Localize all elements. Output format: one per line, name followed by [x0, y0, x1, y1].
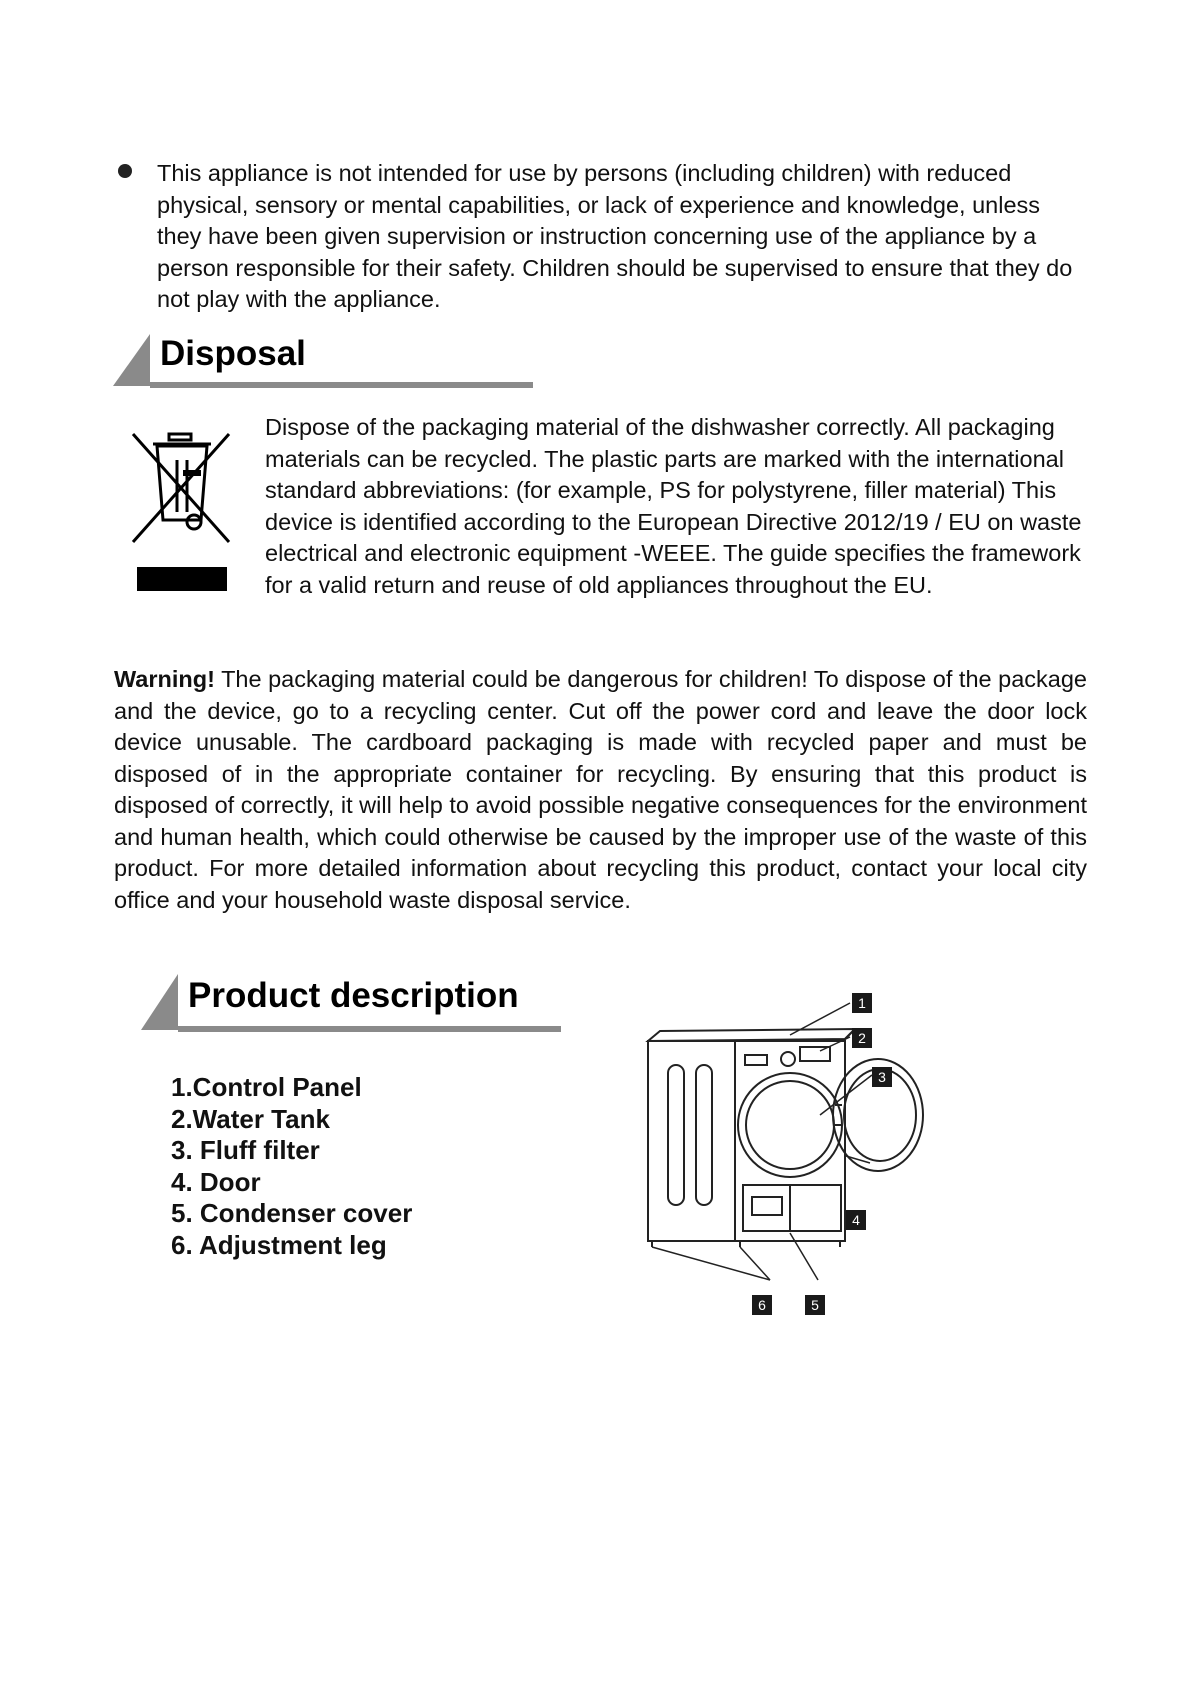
intro-bullet-text: This appliance is not intended for use by persons (including children) with reduced physical, sensory or mental capabilities, or lack of experience and knowledge, unless they have been given supervision or instruction concerning use of the appliance by a person responsible for their safety. Children should be supervised to ensure that they do not play with the appliance.	[157, 160, 1073, 312]
product-description-title: Product description	[188, 976, 519, 1015]
figure-label-6: 6	[752, 1295, 772, 1315]
figure-label-3: 3	[872, 1067, 892, 1087]
dryer-diagram	[640, 975, 960, 1320]
figure-label-2: 2	[852, 1028, 872, 1048]
disposal-title: Disposal	[160, 334, 306, 373]
dryer-illustration	[640, 975, 960, 1320]
weee-crossed-bin-icon	[125, 430, 240, 600]
part-item-control-panel: 1.Control Panel	[171, 1072, 362, 1102]
part-item-adjustment-leg: 6. Adjustment leg	[171, 1229, 387, 1260]
parts-list	[171, 1072, 412, 1261]
warning-label: Warning!	[114, 666, 215, 692]
disposal-paragraph: Dispose of the packaging material of the dishwasher correctly. All packaging materials can be recycled. The plastic parts are marked with the international standard abbreviations: (for example, PS for polystyrene, filler material) This device is identified according to the European Directive 2012/19 / EU on waste electrical and electronic equipment -WEEE. The guide specifies the framework for a valid return and reuse of old appliances throughout the EU.	[265, 414, 1082, 598]
bullet-dot	[118, 164, 132, 178]
figure-label-4: 4	[846, 1210, 866, 1230]
disposal-heading	[113, 324, 533, 388]
figure-label-5: 5	[805, 1295, 825, 1315]
part-item-condenser-cover: 5. Condenser cover	[171, 1198, 413, 1228]
warning-paragraph	[114, 664, 1087, 916]
part-item-fluff-filter: 3. Fluff filter	[171, 1135, 320, 1165]
figure-label-1: 1	[852, 993, 872, 1013]
part-item-water-tank: 2.Water Tank	[171, 1103, 330, 1134]
product-description-heading	[141, 964, 561, 1032]
warning-body: The packaging material could be dangerous for children! To dispose of the package and the device, go to a recycling center. Cut off the power cord and leave the door lock device unusable. The cardboard packaging is made with recycled paper and must be disposed of in the appropriate container for recycling. By ensuring that this product is disposed of correctly, it will help to avoid possible negative consequences for the environment and human health, which could otherwise be caused by the improper use of the waste of this product. For more detailed information about recycling this product, contact your local city office and your household waste disposal service.	[114, 666, 1087, 913]
part-item-door: 4. Door	[171, 1166, 261, 1197]
